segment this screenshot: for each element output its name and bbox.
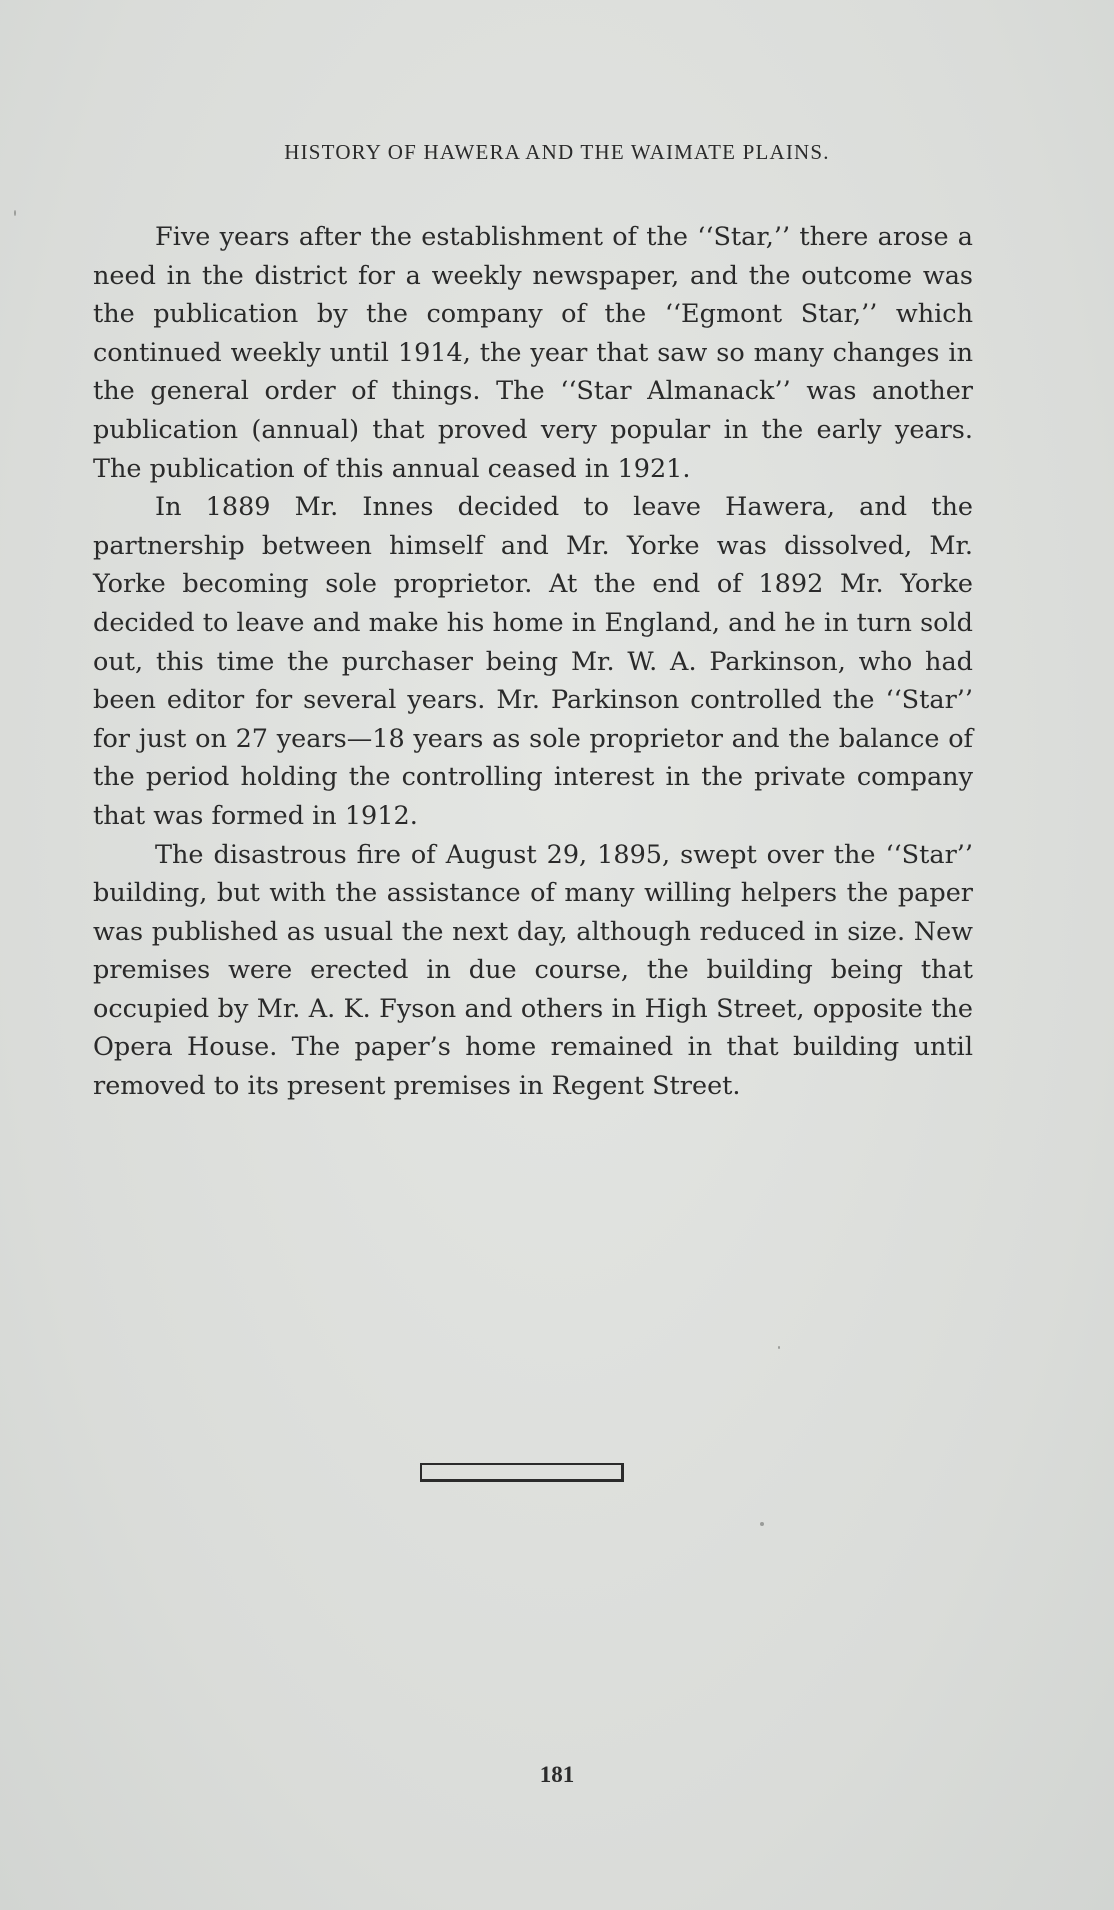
section-end-ornament	[420, 1463, 624, 1482]
paper-speck	[778, 1346, 780, 1349]
running-head: HISTORY OF HAWERA AND THE WAIMATE PLAINS.	[284, 140, 830, 164]
body-text	[93, 218, 973, 1106]
paragraph-1: Five years after the establishment of the ‘‘Star,’’ there arose a need in the district for a weekly newspaper, and the outcome was the publication by the company of the ‘‘Egmont Star,’’ which continued weekly until 1914, the year that saw so many changes in the general order of things. The ‘‘Star Almanack’’ was another publication (annual) that proved very popular in the early years. The publication of this annual ceased in 1921.	[93, 222, 973, 484]
paper-speck	[14, 210, 16, 216]
paragraph-2: In 1889 Mr. Innes decided to leave Hawera, and the partnership between himself and Mr. Yorke was dissolved, Mr. Yorke becoming sole proprietor. At the end of 1892 Mr. Yorke decided to leave and make his home in England, and he in turn sold out, this time the purchaser being Mr. W. A. Parkinson, who had been editor for several years. Mr. Parkinson controlled the ‘‘Star’’ for just on 27 years—18 years as sole proprietor and the balance of the period holding the controlling interest in the private company that was formed in 1912.	[93, 492, 973, 831]
paper-speck	[760, 1522, 764, 1526]
paragraph-3: The disastrous fire of August 29, 1895, swept over the ‘‘Star’’ building, but with the assistance of many willing helpers the paper was published as usual the next day, although reduced in size. New premises were erected in due course, the building being that occupied by Mr. A. K. Fyson and others in High Street, opposite the Opera House. The paper’s home remained in that building until removed to its present premises in Regent Street.	[93, 839, 973, 1102]
page-number: 181	[539, 1762, 575, 1787]
